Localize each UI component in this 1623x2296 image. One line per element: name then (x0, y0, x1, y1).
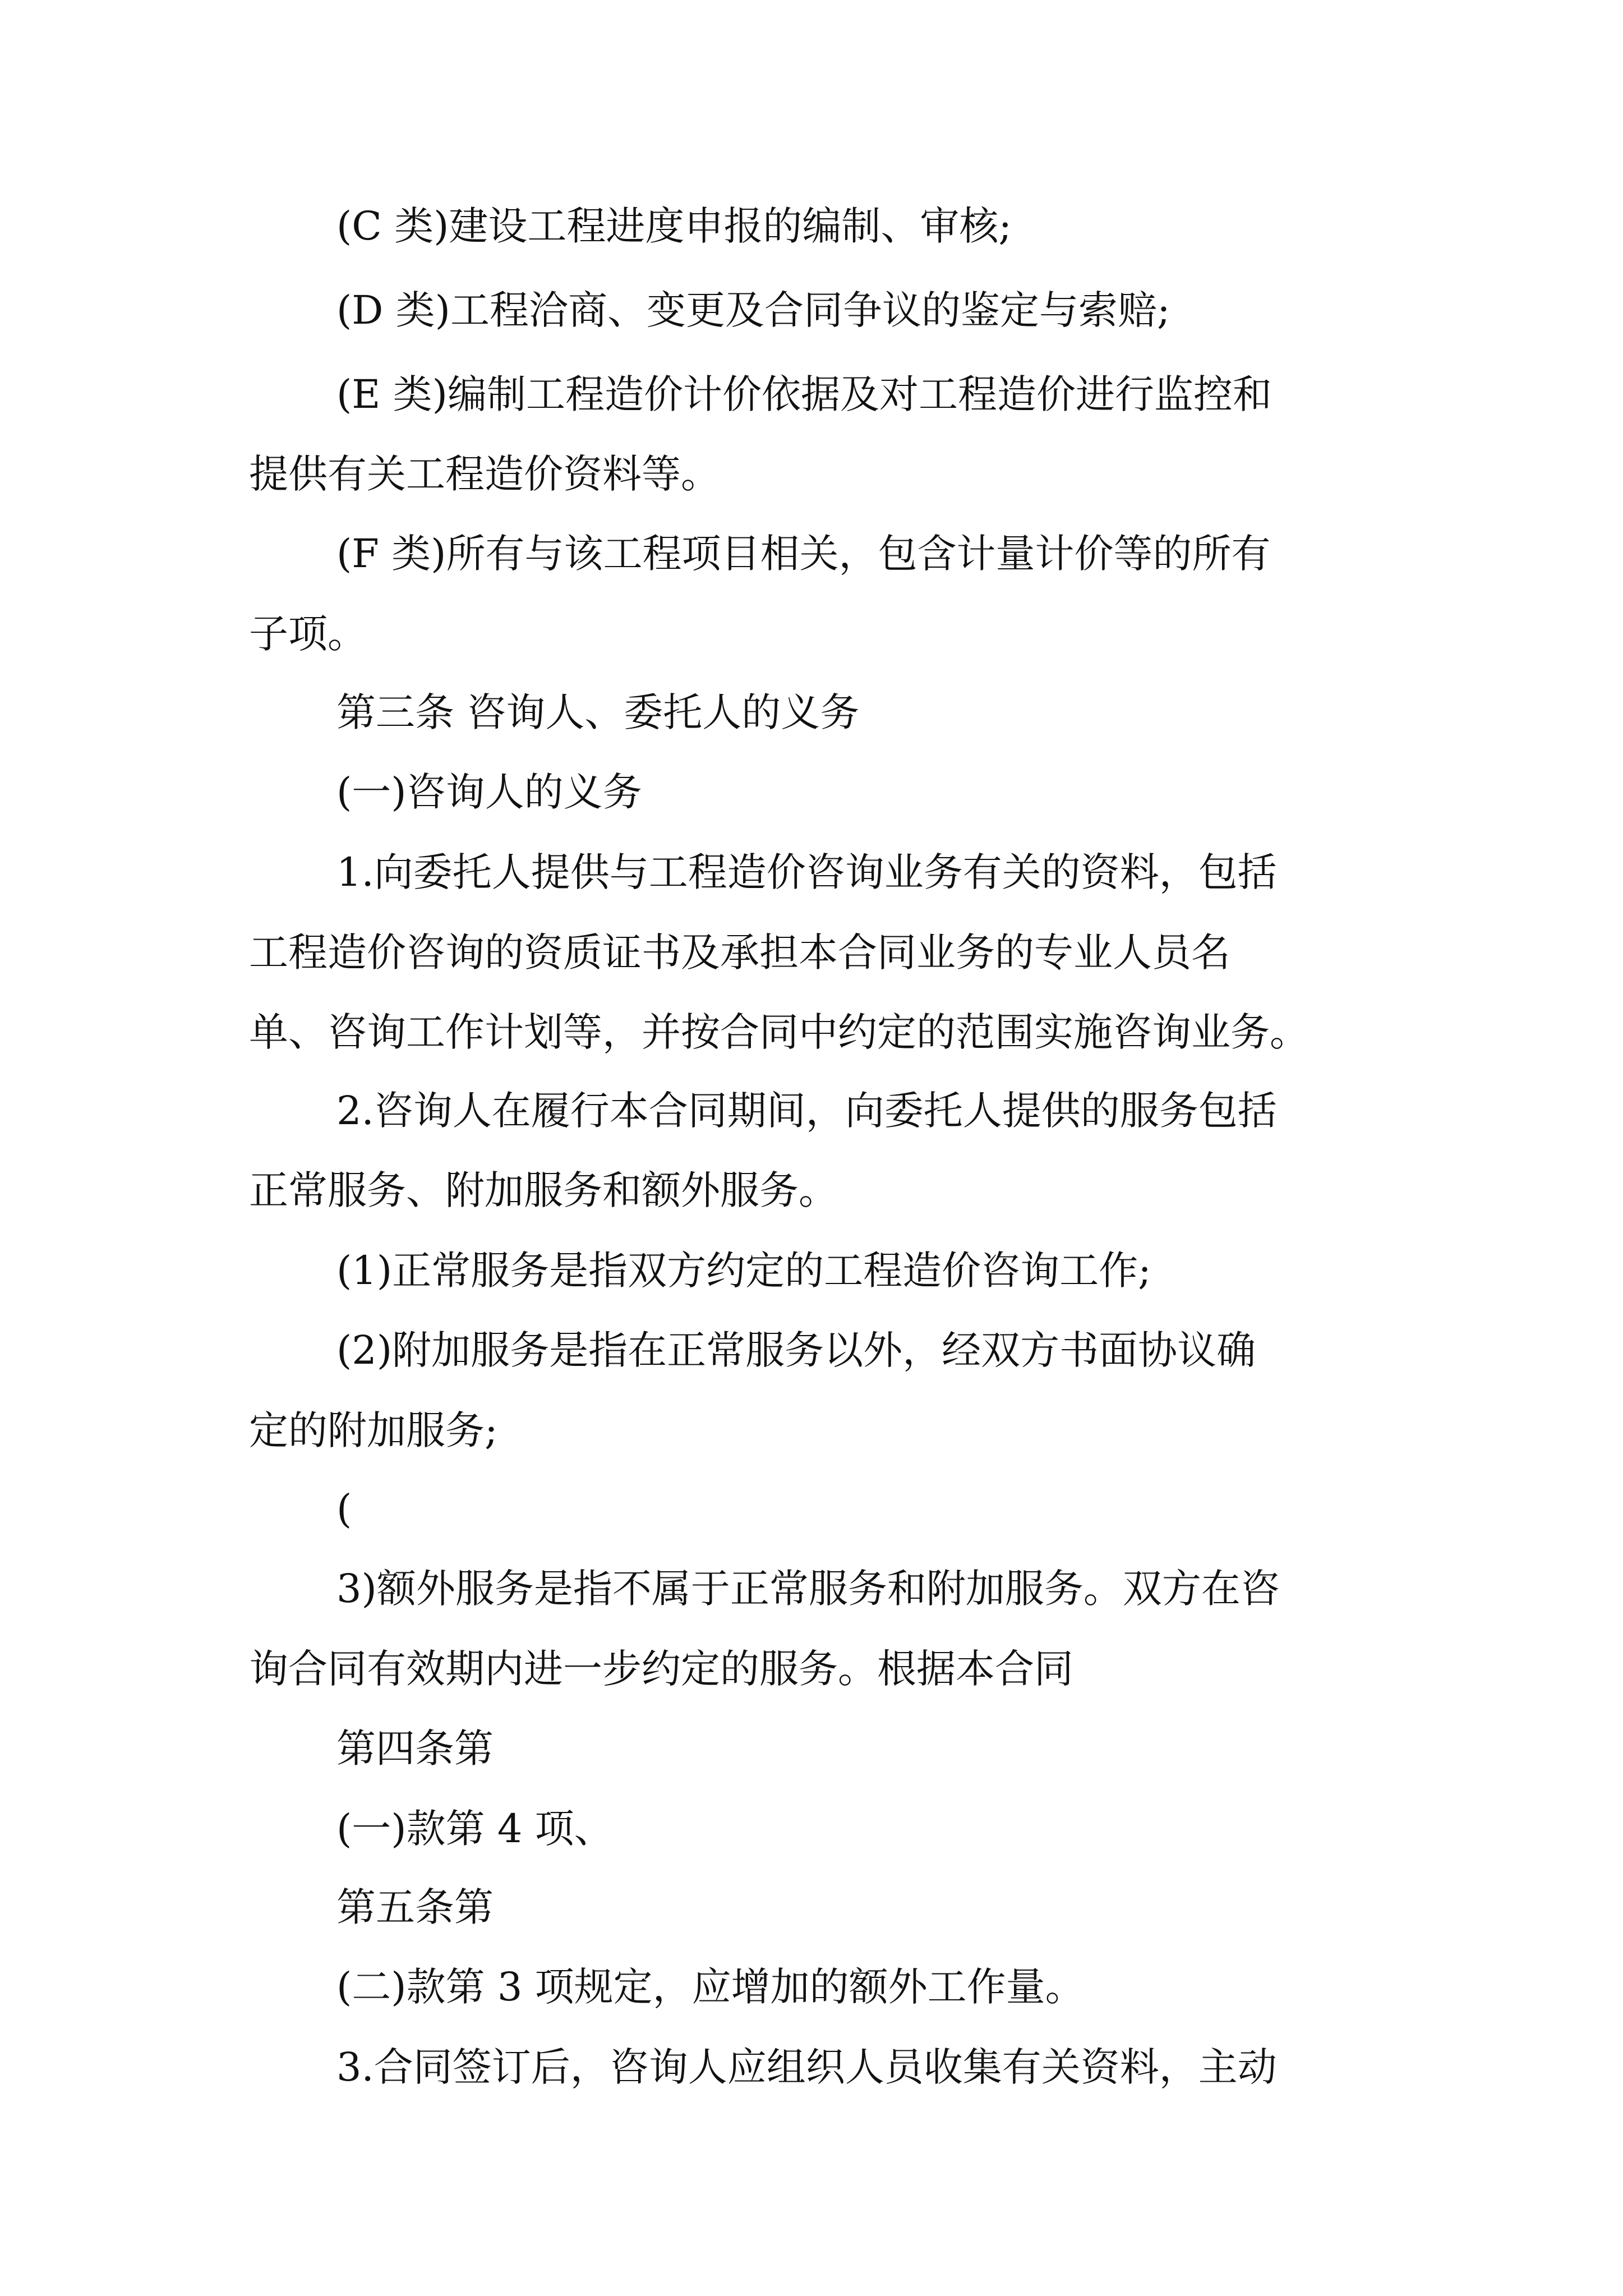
paragraph-line: (2)附加服务是指在正常服务以外，经双方书面协议确 (336, 1327, 1256, 1373)
subsection-heading: (一)咨询人的义务 (336, 769, 642, 815)
paragraph-line: (F 类)所有与该工程项目相关，包含计量计价等的所有 (336, 531, 1271, 577)
paragraph-line: 单、咨询工作计划等，并按合同中约定的范围实施咨询业务。 (249, 1009, 1309, 1055)
paragraph-line: 第五条第 (336, 1884, 494, 1930)
paragraph-line: 1.向委托人提供与工程造价咨询业务有关的资料，包括 (336, 849, 1277, 895)
paragraph-line: (1)正常服务是指双方约定的工程造价咨询工作; (336, 1248, 1151, 1294)
paragraph-line: (C 类)建设工程进度申报的编制、审核; (336, 203, 1012, 249)
paragraph-line: 子项。 (249, 611, 367, 657)
paragraph-line: (一)款第 4 项、 (336, 1806, 614, 1852)
paragraph-line: 3)额外服务是指不属于正常服务和附加服务。双方在咨 (336, 1566, 1280, 1612)
paragraph-line: 3.合同签订后，咨询人应组织人员收集有关资料，主动 (336, 2044, 1277, 2090)
paragraph-line: (E 类)编制工程造价计价依据及对工程造价进行监控和 (336, 371, 1272, 417)
section-heading: 第三条 咨询人、委托人的义务 (336, 689, 860, 735)
paragraph-line: 定的附加服务; (249, 1407, 498, 1453)
paragraph-line: (二)款第 3 项规定，应增加的额外工作量。 (336, 1964, 1085, 2010)
paragraph-line: 工程造价咨询的资质证书及承担本合同业务的专业人员名 (249, 930, 1230, 976)
paragraph-line: 询合同有效期内进一步约定的服务。根据本合同 (249, 1646, 1073, 1692)
paragraph-line: 第四条第 (336, 1726, 494, 1772)
paragraph-line: 正常服务、附加服务和额外服务。 (249, 1167, 838, 1213)
paragraph-line: (D 类)工程洽商、变更及合同争议的鉴定与索赔; (336, 287, 1170, 333)
paragraph-line: ( (336, 1486, 352, 1532)
paragraph-line: 提供有关工程造价资料等。 (249, 451, 720, 497)
paragraph-line: 2.咨询人在履行本合同期间，向委托人提供的服务包括 (336, 1088, 1277, 1134)
